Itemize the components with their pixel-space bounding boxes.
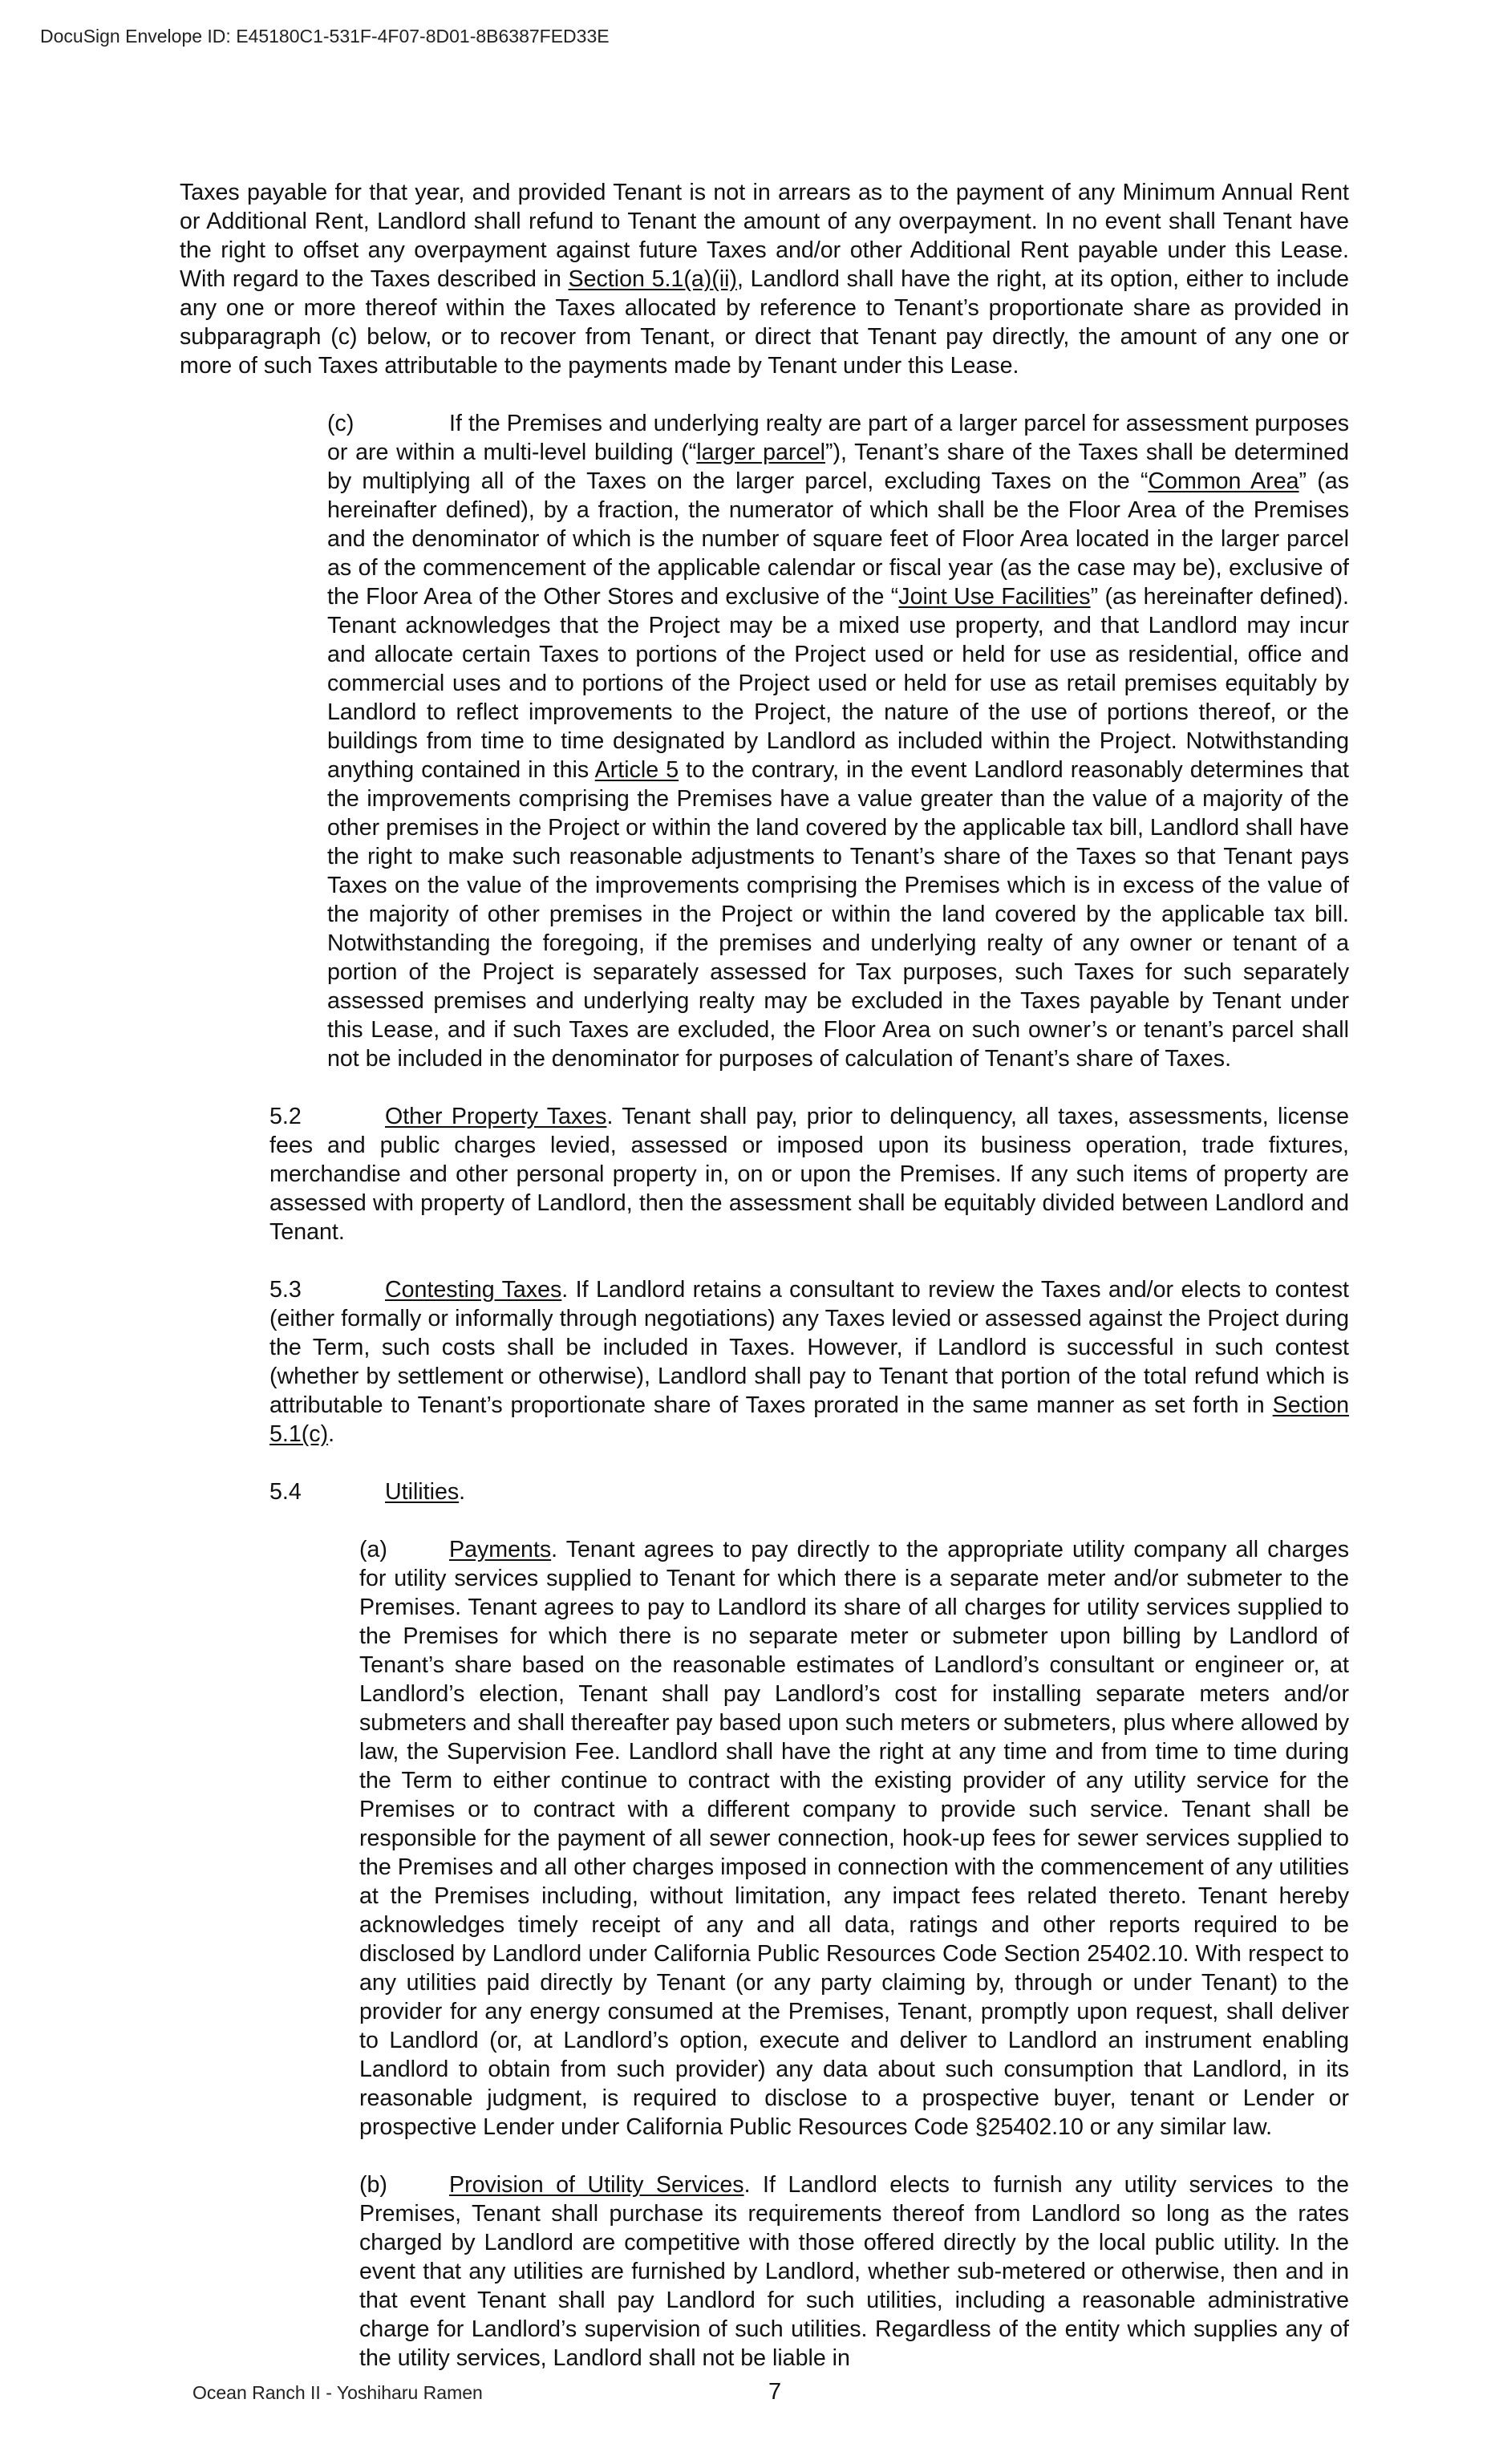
- section-number: 5.2: [269, 1104, 302, 1129]
- section-heading: Utilities: [385, 1479, 460, 1505]
- defined-term: Joint Use Facilities: [898, 584, 1091, 610]
- document-body: [180, 178, 1349, 2373]
- subparagraph-marker: (c): [327, 411, 355, 436]
- section-number: 5.3: [269, 1277, 302, 1303]
- section-heading: Contesting Taxes: [385, 1277, 562, 1303]
- envelope-id: DocuSign Envelope ID: E45180C1-531F-4F07-8D01-8B6387FED33E: [40, 26, 610, 47]
- section-5-4-utilities: 5.4 Utilities.: [269, 1479, 466, 1505]
- paragraph-taxes-refund: Taxes payable for that year, and provided Tenant is not in arrears as to the payment of any Minimum Annual Rent or Additional Rent, Landlord shall refund to Tenant the amount of any overpayment. In no event shall Tenant have the right to offset any overpayment against future Taxes and/or other Additional Rent payable under this Lease. With regard to the Taxes described in Section 5.1(a)(ii), Landlord shall have the right, at its option, either to include any one or more thereof within the Taxes allocated by reference to Tenant’s proportionate share as provided in subparagraph (c) below, or to recover from Tenant, or direct that Tenant pay directly, the amount of any one or more of such Taxes attributable to the payments made by Tenant under this Lease.: [180, 180, 1350, 379]
- paragraph-c-larger-parcel: (c) If the Premises and underlying realty are part of a larger parcel for assessment purposes or are within a multi-level building (“larger parcel”), Tenant’s share of the Taxes shall be determined by multiplying all of the Taxes on the larger parcel, excluding Taxes on the “Common Area” (as hereinafter defined), by a fraction, the numerator of which shall be the Floor Area of the Premises and the denominator of which is the number of square feet of Floor Area located in the larger parcel as of the commencement of the applicable calendar or fiscal year (as the case may be), exclusive of the Floor Area of the Other Stores and exclusive of the “Joint Use Facilities” (as hereinafter defined). Tenant acknowledges that the Project may be a mixed use property, and that Landlord may incur and allocate certain Taxes to portions of the Project used or held for use as residential, office and commercial uses and to portions of the Project used or held for use as retail premises equitably by Landlord to reflect improvements to the Project, the nature of the use of portions thereof, or the buildings from time to time designated by Landlord as included within the Project. Notwithstanding anything contained in this Article 5 to the contrary, in the event Landlord reasonably determines that the improvements comprising the Premises have a value greater than the value of a majority of the other premises in the Project or within the land covered by the applicable tax bill, Landlord shall have the right to make such reasonable adjustments to Tenant’s share of the Taxes so that Tenant pays Taxes on the value of the improvements comprising the Premises which is in excess of the value of the majority of other premises in the Project or within the land covered by the applicable tax bill. Notwithstanding the foregoing, if the premises and underlying realty of any owner or tenant of a portion of the Project is separately assessed for Tax purposes, such Taxes for such separately assessed premises and underlying realty may be excluded in the Taxes payable by Tenant under this Lease, and if such Taxes are excluded, the Floor Area on such owner’s or tenant’s parcel shall not be included in the denominator for purposes of calculation of Tenant’s share of Taxes.: [327, 411, 1350, 1072]
- subparagraph-marker: (a): [359, 1537, 387, 1562]
- page-number: 7: [768, 2379, 782, 2405]
- defined-term: larger parcel: [696, 440, 825, 465]
- defined-term: Common Area: [1148, 468, 1299, 494]
- paragraph-a-payments: (a) Payments. Tenant agrees to pay directly to the appropriate utility company all charges for utility services supplied to Tenant for which there is a separate meter and/or submeter to the Premises. Tenant agrees to pay to Landlord its share of all charges for utility services supplied to the Premises for which there is no separate meter or submeter upon billing by Landlord of Tenant’s share based on the reasonable estimates of Landlord’s consultant or engineer or, at Landlord’s election, Tenant shall pay Landlord’s cost for installing separate meters and/or submeters and shall thereafter pay based upon such meters or submeters, plus where allowed by law, the Supervision Fee. Landlord shall have the right at any time and from time to time during the Term to either continue to contract with the existing provider of any utility service for the Premises or to contract with a different company to provide such service. Tenant shall be responsible for the payment of all sewer connection, hook-up fees for sewer services supplied to the Premises and all other charges imposed in connection with the commencement of any utilities at the Premises including, without limitation, any impact fees related thereto. Tenant hereby acknowledges timely receipt of any and all data, ratings and other reports required to be disclosed by Landlord under California Public Resources Code Section 25402.10. With respect to any utilities paid directly by Tenant (or any party claiming by, through or under Tenant) to the provider for any energy consumed at the Premises, Tenant, promptly upon request, shall deliver to Landlord (or, at Landlord’s option, execute and deliver to Landlord an instrument enabling Landlord to obtain from such provider) any data about such consumption that Landlord, in its reasonable judgment, is required to disclose to a prospective buyer, tenant or Lender or prospective Lender under California Public Resources Code §25402.10 or any similar law.: [359, 1537, 1349, 2140]
- subparagraph-heading: Payments: [449, 1537, 552, 1562]
- section-reference: Section 5.1(c): [269, 1392, 1349, 1447]
- subparagraph-marker: (b): [359, 2172, 387, 2198]
- subparagraph-heading: Provision of Utility Services: [449, 2172, 744, 2198]
- section-number: 5.4: [269, 1479, 302, 1505]
- paragraph-b-provision-of-utility-services: (b) Provision of Utility Services. If Landlord elects to furnish any utility services to the Premises, Tenant shall purchase its requirements thereof from Landlord so long as the rates charged by Landlord are competitive with those offered directly by the local public utility. In the event that any utilities are furnished by Landlord, whether sub-metered or otherwise, then and in that event Tenant shall pay Landlord for such utilities, including a reasonable administrative charge for Landlord’s supervision of such utilities. Regardless of the entity which supplies any of the utility services, Landlord shall not be liable in: [359, 2172, 1349, 2371]
- section-reference: Section 5.1(a)(ii): [568, 266, 738, 292]
- section-heading: Other Property Taxes: [385, 1104, 607, 1129]
- section-5-3-contesting-taxes: 5.3 Contesting Taxes. If Landlord retains a consultant to review the Taxes and/or elects to contest (either formally or informally through negotiations) any Taxes levied or assessed against the Project during the Term, such costs shall be included in Taxes. However, if Landlord is successful in such contest (whether by settlement or otherwise), Landlord shall pay to Tenant that portion of the total refund which is attributable to Tenant’s proportionate share of Taxes prorated in the same manner as set forth in Section 5.1(c).: [269, 1277, 1349, 1447]
- article-reference: Article 5: [594, 757, 679, 783]
- section-5-2-other-property-taxes: 5.2 Other Property Taxes. Tenant shall pay, prior to delinquency, all taxes, assessments, license fees and public charges levied, assessed or imposed upon its business operation, trade fixtures, merchandise and other personal property in, on or upon the Premises. If any such items of property are assessed with property of Landlord, then the assessment shall be equitably divided between Landlord and Tenant.: [269, 1104, 1349, 1245]
- footer-project-name: Ocean Ranch II - Yoshiharu Ramen: [192, 2382, 483, 2403]
